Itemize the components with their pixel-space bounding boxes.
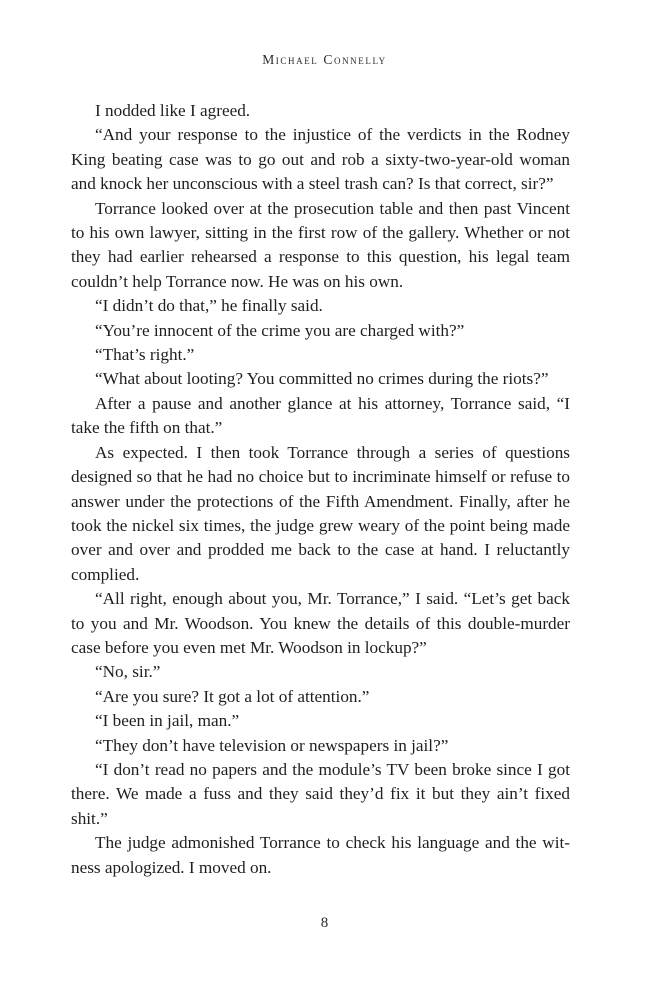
page-number: 8 <box>320 915 329 931</box>
running-head: Michael Connelly <box>262 52 387 67</box>
paragraph: “And your response to the injustice of the verdicts in the Rodney King beating case was to go out and rob a sixty-two-year-old woman and knock her unconscious with a steel trash can? Is that correct, sir?” <box>71 125 570 194</box>
paragraph: “Are you sure? It got a lot of attention.” <box>95 686 370 706</box>
paragraph: As expected. I then took Torrance through a series of questions designed so that he had no choice but to incriminate himself or refuse to answer under the protections of the Fifth Amendment. Finally, after he took the nickel six times, the judge grew weary of the point being made over and over and prodded me back to the case at hand. I reluctantly complied. <box>71 442 570 584</box>
paragraph: I nodded like I agreed. <box>95 101 251 120</box>
paragraph: “I been in jail, man.” <box>95 711 240 731</box>
paragraph: After a pause and another glance at his attorney, Torrance said, “I take the fifth on that.” <box>71 393 570 438</box>
paragraph: “What about looting? You committed no crimes during the riots?” <box>95 369 549 389</box>
paragraph: “They don’t have television or newspapers in jail?” <box>95 735 449 755</box>
paragraph: “All right, enough about you, Mr. Torrance,” I said. “Let’s get back to you and Mr. Woodson. You knew the details of this double-murder case before you even met Mr. Woodson in lockup?” <box>71 589 570 657</box>
body-text <box>71 99 570 880</box>
paragraph: “That’s right.” <box>95 345 195 365</box>
paragraph: “No, sir.” <box>95 662 161 682</box>
paragraph: The judge admonished Torrance to check his language and the witness apologized. I moved on. <box>71 833 570 877</box>
paragraph: “I don’t read no papers and the module’s TV been broke since I got there. We made a fuss and they said they’d fix it but they ain’t fixed shit.” <box>71 759 570 828</box>
paragraph: “I didn’t do that,” he finally said. <box>95 296 323 316</box>
paragraph: “You’re innocent of the crime you are charged with?” <box>95 320 465 340</box>
paragraph: Torrance looked over at the prosecution table and then past Vincent to his own lawyer, sitting in the first row of the gallery. Whether or not they had earlier rehearsed a response to this question, his legal team couldn’t help Torrance now. He was on his own. <box>71 198 570 291</box>
